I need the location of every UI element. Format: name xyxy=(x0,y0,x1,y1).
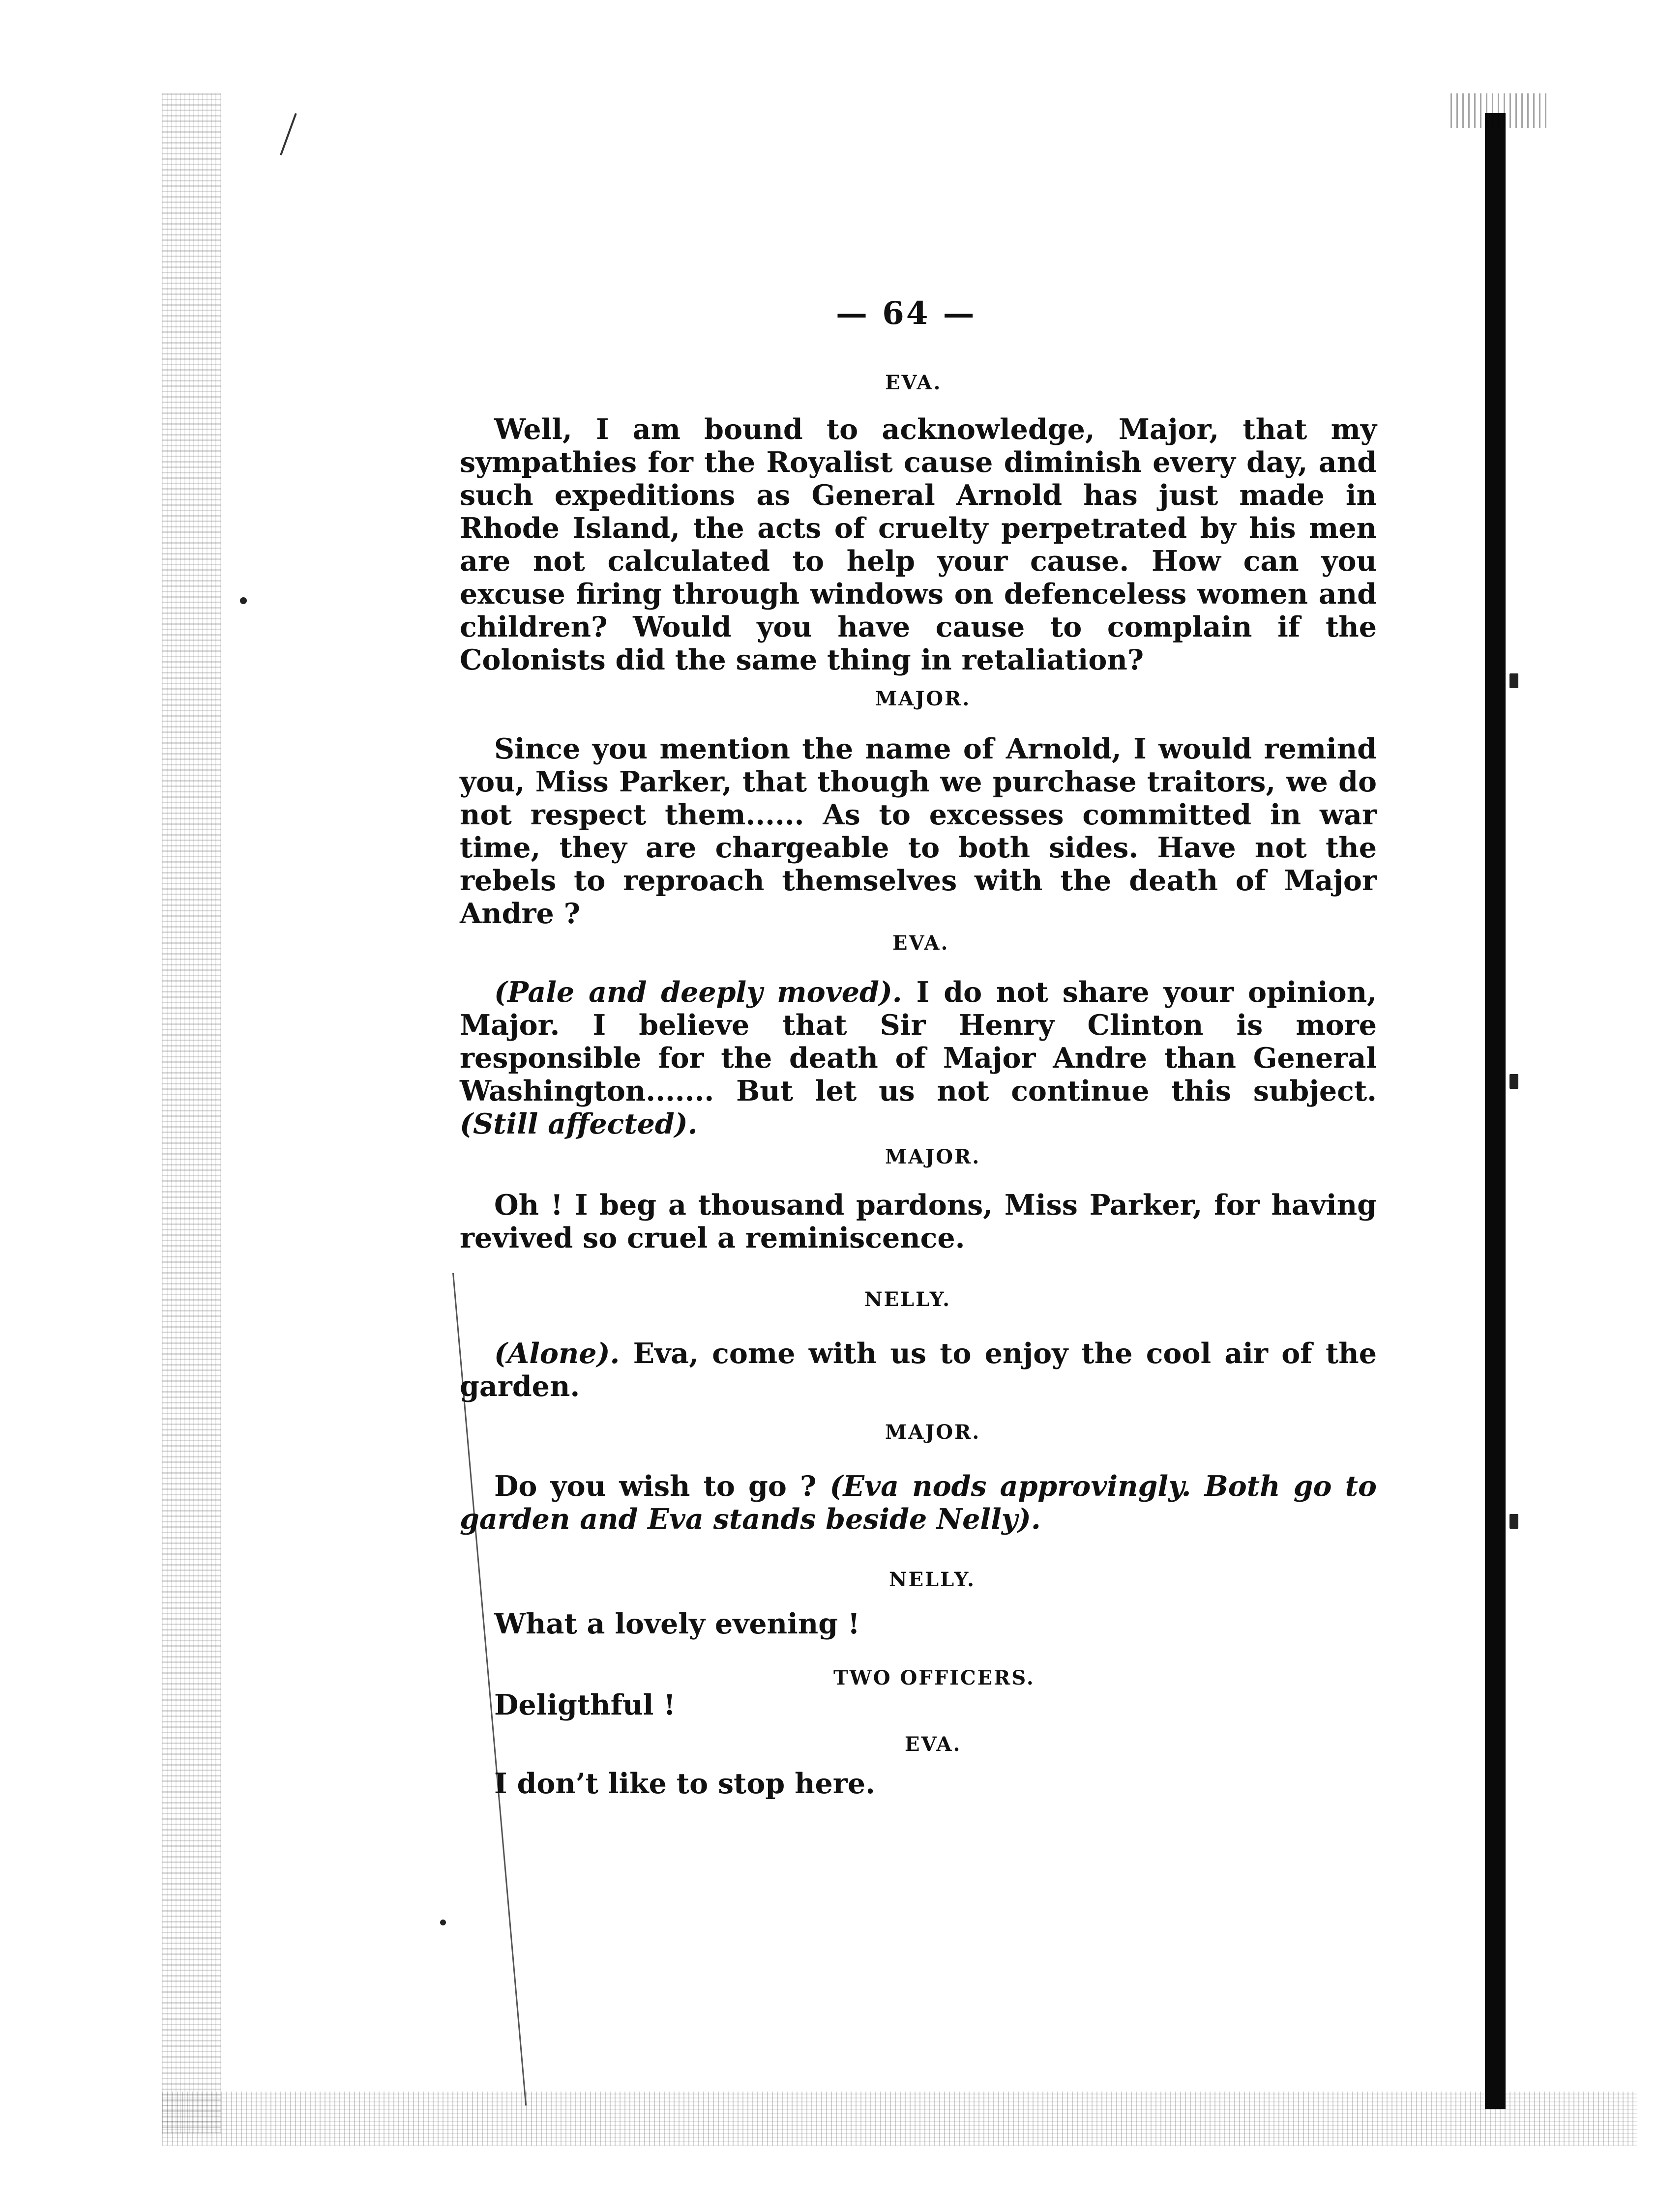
speaker-label: EVA. xyxy=(885,371,942,394)
speech-segment: I do not share your opinion, Major. I believe that Sir Henry Clinton is more responsible for the death of Major Andre than General Washington....... But let us not continue this subject. xyxy=(460,976,1377,1107)
binding-shadow-bar xyxy=(1485,113,1506,2109)
ink-speck xyxy=(440,1920,446,1925)
speech-text xyxy=(460,732,1377,930)
speech-text xyxy=(460,1189,1377,1254)
stray-mark xyxy=(280,113,297,155)
ink-speck xyxy=(1509,673,1518,688)
stage-direction: (Eva nods approvingly. Both go to garden and Eva stands beside Nelly). xyxy=(460,1470,1377,1536)
speech-text xyxy=(460,1470,1377,1536)
speaker-label: MAJOR. xyxy=(875,687,971,710)
speech-segment: Eva, come with us to enjoy the cool air of the garden. xyxy=(460,1337,1377,1403)
speech-text xyxy=(460,413,1377,676)
speaker-label: MAJOR. xyxy=(885,1421,981,1444)
page-number: — 64 — xyxy=(836,295,976,332)
speech-segment: Do you wish to go ? xyxy=(494,1470,830,1503)
speaker-label: NELLY. xyxy=(864,1288,951,1311)
stage-direction: (Still affected). xyxy=(460,1107,698,1140)
top-right-scan-noise xyxy=(1450,93,1549,128)
speech-text xyxy=(460,1688,1377,1721)
speech-text xyxy=(460,1767,1377,1800)
ink-speck xyxy=(1509,1514,1518,1529)
speech-segment: I don’t like to stop here. xyxy=(494,1767,875,1800)
speech-segment: Since you mention the name of Arnold, I would remind you, Miss Parker, that though we purchase traitors, we do not respect them...... As to excesses committed in war time, they are chargeable to both sides. Have not the rebels to reproach themselves with the death of Major Andre ? xyxy=(460,732,1377,930)
speaker-label: TWO OFFICERS. xyxy=(833,1666,1035,1689)
speech-text xyxy=(460,1337,1377,1403)
speech-segment: Well, I am bound to acknowledge, Major, that my sympathies for the Royalist cause diminish every day, and such expeditions as General Arnold has just made in Rhode Island, the acts of cruelty perpetrated by his men are not calculated to help your cause. How can you excuse firing through windows on defenceless women and children? Would you have cause to complain if the Colonists did the same thing in retaliation? xyxy=(460,413,1377,676)
speech-segment: Deligthful ! xyxy=(494,1688,676,1721)
speaker-label: EVA. xyxy=(905,1733,962,1756)
bottom-edge-scan-noise xyxy=(162,2092,1637,2146)
speech-text xyxy=(460,976,1377,1140)
ink-speck xyxy=(1509,1074,1518,1089)
ink-speck xyxy=(240,597,247,604)
speaker-label: MAJOR. xyxy=(885,1145,981,1168)
stage-direction: (Alone). xyxy=(494,1337,620,1370)
stage-direction: (Pale and deeply moved). xyxy=(494,976,902,1009)
speaker-label: NELLY. xyxy=(889,1568,976,1591)
speech-segment: What a lovely evening ! xyxy=(494,1607,860,1640)
speaker-label: EVA. xyxy=(892,931,949,955)
speech-segment: Oh ! I beg a thousand pardons, Miss Parker, for having revived so cruel a reminiscence. xyxy=(460,1189,1377,1254)
left-edge-scan-noise xyxy=(162,93,221,2133)
speech-text xyxy=(460,1607,1377,1640)
